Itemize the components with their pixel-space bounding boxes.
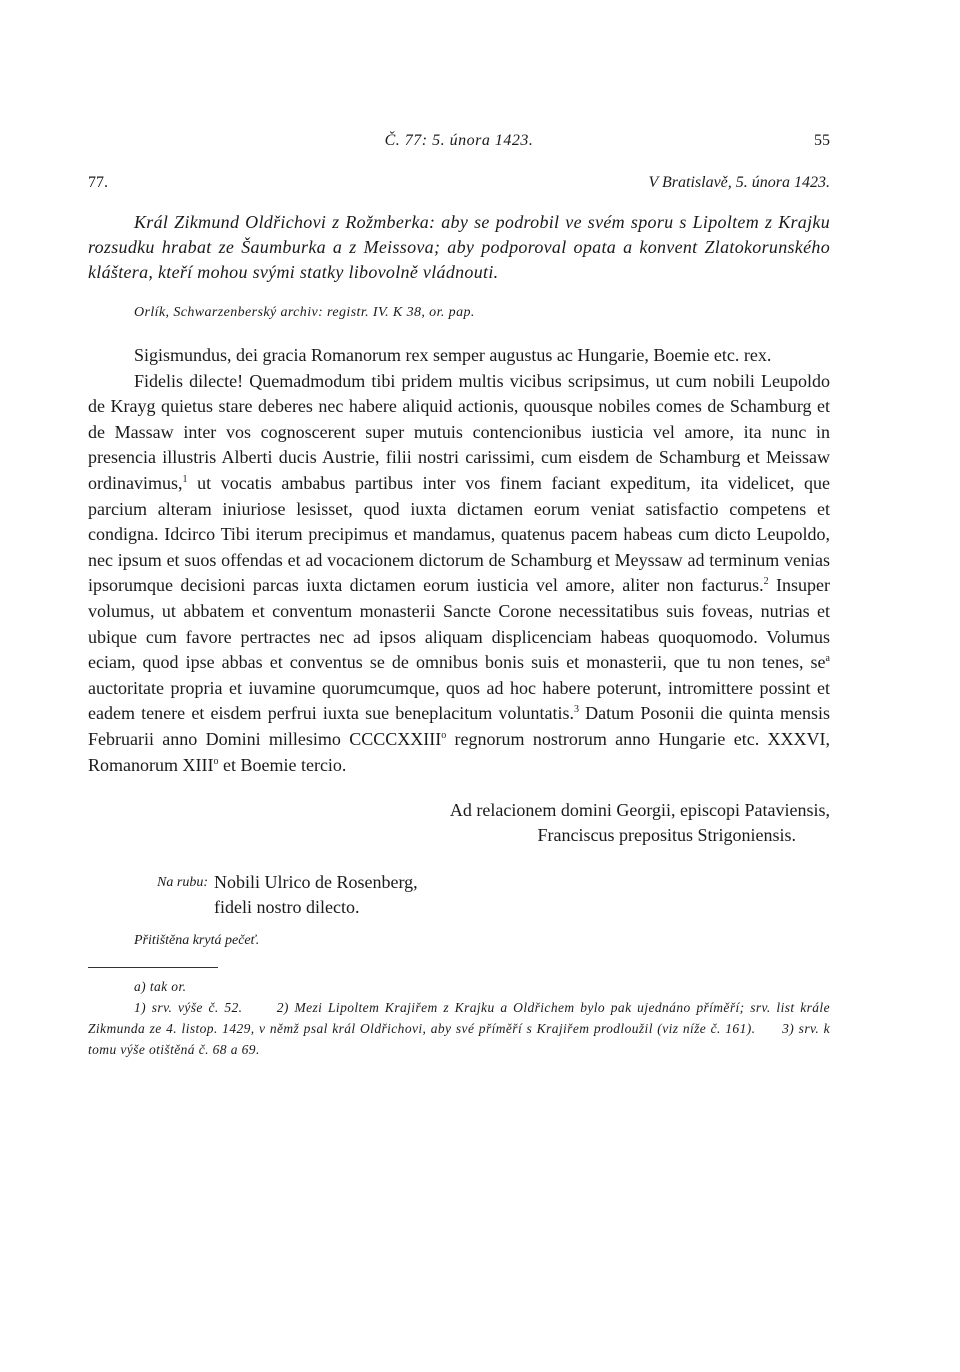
address-line: Nobili Ulrico de Rosenberg,	[214, 872, 418, 893]
intitulatio-paragraph: Sigismundus, dei gracia Romanorum rex semper augustus ac Hungarie, Boemie etc. rex.	[134, 345, 772, 365]
footnote-mark: 1	[182, 473, 188, 485]
entry-heading	[88, 174, 830, 204]
footnote-divider	[88, 967, 218, 968]
running-title: Č. 77: 5. února 1423.	[384, 132, 534, 149]
footnote-numbered	[88, 997, 830, 1060]
footnote-1: 1) srv. výše č. 52.	[134, 1000, 243, 1016]
footnote-mark: 3	[573, 704, 579, 716]
source-reference: Orlík, Schwarzenberský archiv: registr. IV. K 38, or. pap.	[134, 305, 475, 320]
page-number: 55	[814, 132, 830, 149]
regest-summary: Král Zikmund Oldřichovi z Rožmberka: aby se podrobil ve svém sporu s Lipoltem z Krajku rozsudku hrabat ze Šaumburka a z Meissova; aby podporoval opata a konvent Zlatokorunského kláštera, kteří mohou svými statky libovolně vládnouti.	[88, 212, 830, 282]
footnote-mark: a	[825, 653, 830, 665]
ordinal-mark: o	[213, 755, 219, 767]
footnote-a: a) tak or.	[134, 979, 187, 995]
footnote-3: 3) srv. k tomu výše otištěná č. 68 a 69.	[88, 1021, 830, 1058]
ordinal-mark: o	[441, 729, 447, 741]
text-segment: ut vocatis ambabus partibus inter vos finem faciant expeditum, ita videlicet, que parcium alteram iniuriose lesisset, quod iuxta dictamen eorum veniat satisfactio competens et condigna. Idcirco Tibi iterum precipimus et mandamus, quatenus pacem habeas cum dicto Leupoldo, nec ipsum et suos offendas et ad vocacionem dictorum de Schamburg et Meyssaw ad terminum venias ipsorumque decisioni parcas iuxta dictamen eorum iusticia vel amore, aliter non facturus.	[88, 472, 830, 596]
text-segment: Insuper volumus, ut abbatem et conventum monasterii Sancte Corone necessitatibus suis foveas, nutrias et ubique cum favore pertractes nec ad ipsos aliquam displicenciam habeas quoquomodo. Volumus eciam, quod ipse abbas et conventus se de omnibus bonis suis et monasterii, que tu non tenes, se	[88, 575, 830, 673]
footnote-2: 2) Mezi Lipoltem Krajiřem z Krajku a Oldřichem bylo pak ujednáno příměří; srv. list krále Zikmunda ze 4. listop. 1429, v němž psal král Oldřichovi, aby své příměří s Krajiřem prodloužil (viz níže č. 161).	[88, 1000, 830, 1037]
address-block	[88, 870, 830, 953]
text-segment: Datum Posonii die quinta mensis Februarii anno Domini millesimo CCCCXXIII	[88, 703, 830, 749]
text-segment: auctoritate propria et iuvamine quorumcumque, quos ad hoc habere poterunt, intromittere possint et eadem tenere et eisdem perfrui iuxta sue beneplacitum voluntatis.	[88, 677, 830, 724]
document-page	[88, 132, 830, 1060]
signature-line: Ad relacionem domini Georgii, episcopi Pataviensis,	[449, 800, 830, 821]
address-label: Na rubu:	[157, 875, 208, 891]
seal-note: Přitištěna krytá pečeť.	[134, 933, 260, 949]
signature-block	[88, 798, 830, 848]
entry-number: 77.	[88, 174, 108, 191]
main-text-paragraph	[88, 369, 830, 779]
address-line: fideli nostro dilecto.	[214, 897, 360, 918]
text-segment: et Boemie tercio.	[218, 754, 347, 775]
footnotes	[88, 976, 830, 1060]
running-head	[88, 132, 830, 160]
entry-place-date: V Bratislavě, 5. února 1423.	[648, 174, 830, 191]
footnote-mark: 2	[763, 576, 769, 588]
signature-line: Franciscus prepositus Strigoniensis.	[537, 825, 796, 846]
text-segment: Fidelis dilecte! Quemadmodum tibi pridem multis vicibus scripsimus, ut cum nobili Leupoldo de Krayg quietus stare deberes nec habere aliquid actionis, quousque nobiles comes de Schamburg et de Massaw inter vos cognoscerent super mutuis contencionibus iusticia vel amore, ita nunc in presencia illustris Alberti ducis Austrie, filii nostri carissimi, cum eisdem de Schamburg et Meissaw ordinavimus,	[88, 370, 830, 493]
text-segment: regnorum nostrorum anno Hungarie etc. XXXVI, Romanorum XIII	[88, 728, 830, 775]
